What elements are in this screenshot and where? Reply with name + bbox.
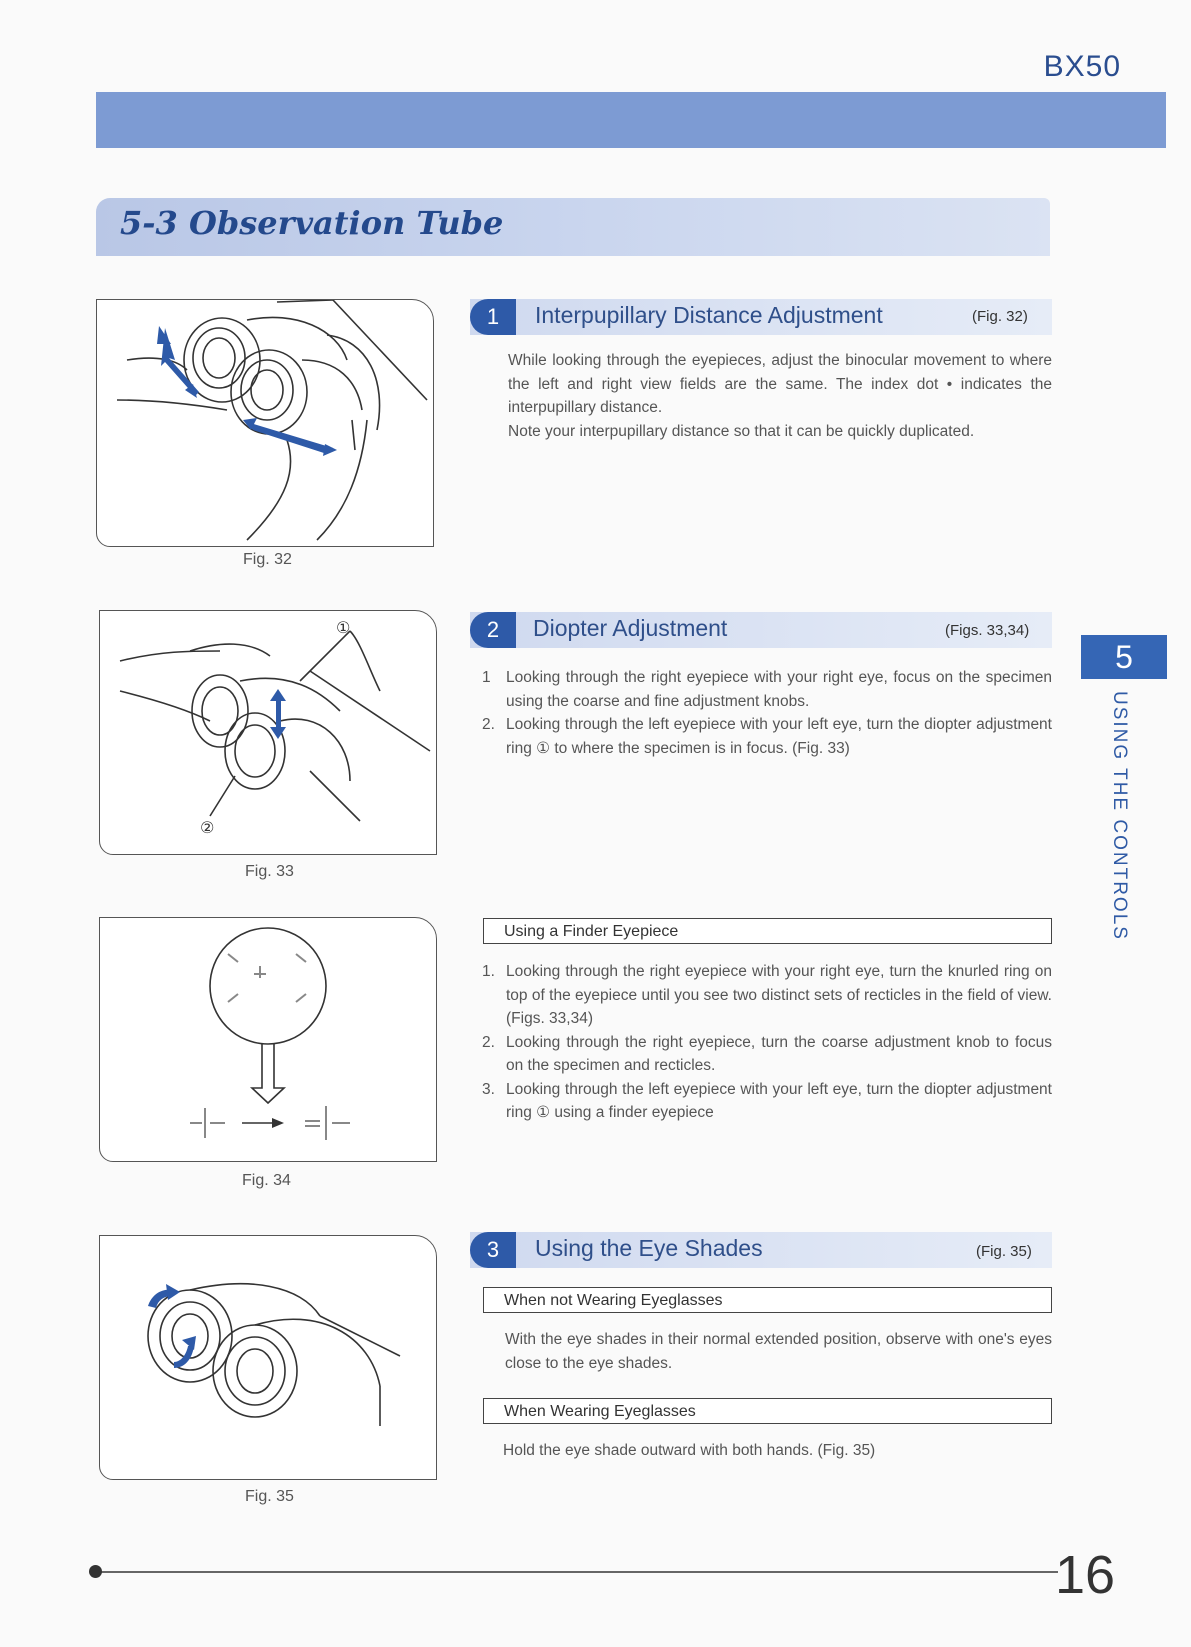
- eyeshades-step-badge: 3: [470, 1232, 516, 1268]
- callout-1: ①: [336, 618, 351, 637]
- step-text: Looking through the right eyepiece with your right eye, focus on the specimen using the coarse and fine adjustment knobs.: [506, 669, 1052, 710]
- ipd-step-badge: 1: [470, 299, 516, 335]
- step-text: Looking through the left eyepiece with your left eye, turn the diopter adjustment ring ① using a finder eyepiece: [506, 1080, 1052, 1121]
- ipd-figure-ref: (Fig. 32): [972, 308, 1028, 325]
- finder-step: [482, 960, 1052, 1031]
- eyeglasses-subheading: When Wearing Eyeglasses: [483, 1398, 1052, 1424]
- step-number: 3.: [482, 1080, 495, 1098]
- callout-2: ②: [200, 818, 215, 837]
- ipd-paragraph-1: While looking through the eyepieces, adjust the binocular movement to where the left and right view fields are the same. The index dot • indicates the interpupillary distance.: [508, 352, 1052, 416]
- section-title: 5-3 Observation Tube: [120, 204, 504, 242]
- step-text: Looking through the right eyepiece, turn the coarse adjustment knob to focus on the specimen and recticles.: [506, 1033, 1052, 1074]
- no-eyeglasses-subheading: When not Wearing Eyeglasses: [483, 1287, 1052, 1313]
- chapter-label: USING THE CONTROLS: [1109, 691, 1130, 941]
- ipd-heading: Interpupillary Distance Adjustment: [535, 302, 883, 328]
- binocular-ipd-illustration: [97, 300, 433, 546]
- diopter-figure-ref: (Figs. 33,34): [945, 622, 1030, 639]
- diopter-step: [482, 713, 1052, 760]
- finder-steps: [482, 960, 1052, 1125]
- figure-34: [99, 917, 437, 1162]
- step-text: Looking through the left eyepiece with your left eye, turn the diopter adjustment ring ① to where the specimen is in focus. (Fig. 33): [506, 716, 1052, 757]
- figure-32: [96, 299, 434, 547]
- step-number: 2.: [482, 716, 495, 733]
- chapter-tab: 5: [1081, 635, 1167, 679]
- footer-bullet: [89, 1565, 102, 1578]
- step-number: 1.: [482, 963, 495, 980]
- diopter-step-badge: 2: [470, 612, 516, 648]
- ipd-paragraph-2: Note your interpupillary distance so that it can be quickly duplicated.: [508, 423, 975, 440]
- step-number: 1: [482, 669, 491, 686]
- eyeshades-heading: Using the Eye Shades: [535, 1235, 763, 1261]
- model-name: BX50: [1043, 50, 1121, 83]
- finder-reticle-illustration: [100, 918, 436, 1161]
- finder-subheading: Using a Finder Eyepiece: [483, 918, 1052, 944]
- eyeshades-figure-ref: (Fig. 35): [976, 1243, 1032, 1260]
- figure-35-caption: Fig. 35: [245, 1488, 294, 1505]
- binocular-diopter-illustration: [100, 611, 436, 854]
- step-text: Looking through the right eyepiece with your right eye, turn the knurled ring on top of the eyepiece until you see two distinct sets of recticles in the field of view. (Figs. 33,34): [506, 963, 1052, 1027]
- figure-33-caption: Fig. 33: [245, 863, 294, 880]
- figure-35: [99, 1235, 437, 1480]
- figure-32-caption: Fig. 32: [243, 551, 292, 568]
- footer-rule: [96, 1571, 1058, 1573]
- eye-shades-illustration: [100, 1236, 436, 1479]
- page-number: 16: [1055, 1545, 1116, 1605]
- finder-step: [482, 1078, 1052, 1125]
- no-eyeglasses-text: With the eye shades in their normal extended position, observe with one's eyes close to the eye shades.: [505, 1331, 1052, 1372]
- eyeglasses-text: Hold the eye shade outward with both hands. (Fig. 35): [503, 1442, 876, 1459]
- step-number: 2.: [482, 1033, 495, 1051]
- finder-step: [482, 1031, 1052, 1078]
- diopter-heading: Diopter Adjustment: [533, 615, 728, 641]
- diopter-steps: [482, 666, 1052, 760]
- figure-34-caption: Fig. 34: [242, 1172, 291, 1189]
- figure-33: [99, 610, 437, 855]
- diopter-step: [482, 666, 1052, 713]
- header-band: [96, 92, 1166, 148]
